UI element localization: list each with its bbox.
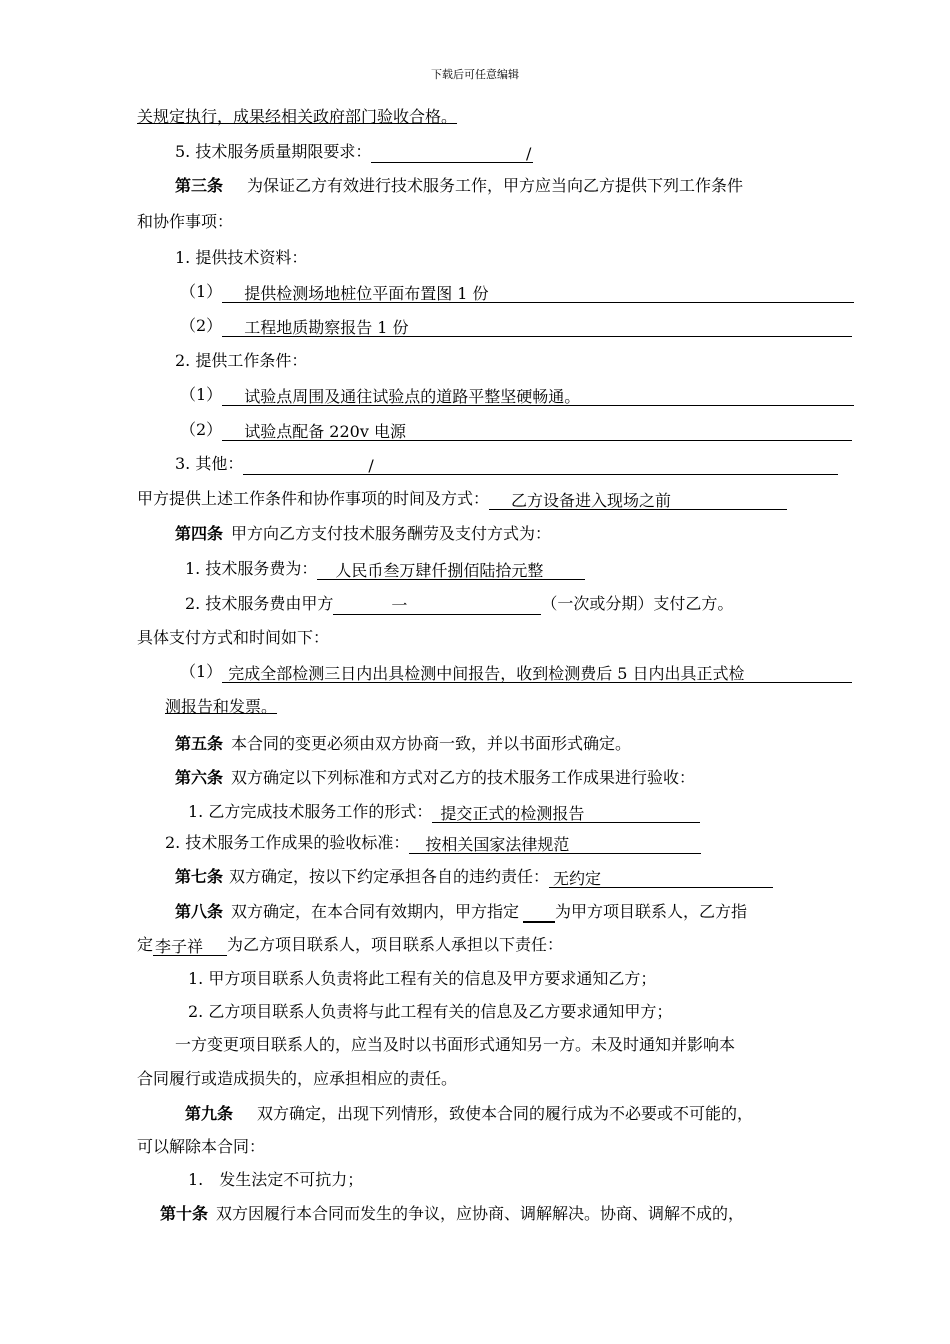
field-suffix: （一次或分期）支付乙方。 (541, 594, 734, 613)
article-4-line (175, 523, 551, 545)
article-text: 双方确定，出现下列情形，致使本合同的履行成为不必要或不可能的， (257, 1104, 754, 1123)
item-number: （2） (180, 316, 223, 335)
text-line (175, 350, 307, 372)
payment-item-1-cont (165, 696, 277, 718)
acceptance-form-line (188, 801, 700, 823)
text: 1. 提供技术资料： (175, 248, 308, 267)
text: 合同履行或造成损失的，应承担相应的责任。 (137, 1069, 458, 1088)
text-line (188, 1169, 363, 1191)
text-line (137, 1136, 265, 1158)
article-text: 为保证乙方有效进行技术服务工作，甲方应当向乙方提供下列工作条件 (247, 176, 744, 195)
field-label: 2. 技术服务费由甲方 (185, 594, 334, 613)
article-3-line (175, 175, 743, 197)
article-text: 双方确定以下列标准和方式对乙方的技术服务工作成果进行验收： (231, 768, 696, 787)
article-title: 第七条 (175, 867, 224, 886)
filled-text: 关规定执行，成果经相关政府部门验收合格。 (137, 107, 458, 126)
tech-data-field-1[interactable]: 提供检测场地桩位平面布置图 1 份 (222, 283, 854, 303)
text: 具体支付方式和时间如下： (137, 628, 330, 647)
article-title: 第三条 (175, 176, 224, 195)
tech-data-field-2[interactable]: 工程地质勘察报告 1 份 (222, 317, 852, 337)
article-text: 本合同的变更必须由双方协商一致，并以书面形式确定。 (231, 734, 632, 753)
acceptance-form-field[interactable]: 提交正式的检测报告 (432, 803, 700, 823)
party-b-contact-field[interactable]: 李子祥 (153, 936, 227, 956)
text-line (137, 211, 233, 233)
article-text: 甲方向乙方支付技术服务酬劳及支付方式为： (231, 524, 552, 543)
payment-detail-field[interactable]: 完成全部检测三日内出具检测中间报告，收到检测费后 5 日内出具正式检 (222, 663, 852, 683)
article-text: 为甲方项目联系人，乙方指 (555, 902, 748, 921)
service-fee-line (185, 558, 585, 580)
field-label: 2. 技术服务工作成果的验收标准： (165, 833, 410, 852)
article-text: 双方确定，在本合同有效期内，甲方指定 (231, 902, 520, 921)
text-line (175, 247, 307, 269)
article-8-line (175, 901, 747, 923)
article-7-line (175, 866, 773, 888)
article-title: 第九条 (185, 1104, 234, 1123)
payment-item-1 (180, 661, 852, 683)
text-line (175, 1034, 735, 1056)
field-label: 双方确定，按以下约定承担各自的违约责任： (229, 867, 550, 886)
text-line (137, 106, 457, 128)
text-line (188, 1001, 672, 1023)
text: 1. 发生法定不可抗力； (188, 1170, 364, 1189)
page-header-note: 下载后可任意编辑 (431, 68, 519, 81)
article-title: 第五条 (175, 734, 224, 753)
tech-data-item-1 (180, 281, 854, 303)
item-number: （1） (180, 662, 223, 681)
item-number: （2） (180, 420, 223, 439)
article-title: 第六条 (175, 768, 224, 787)
article-10-line (160, 1203, 744, 1225)
tech-data-item-2 (180, 315, 852, 337)
text: 和协作事项： (137, 212, 234, 231)
text: 2. 提供工作条件： (175, 351, 308, 370)
quality-period-field[interactable]: / (371, 143, 533, 163)
field-label: 甲方提供上述工作条件和协作事项的时间及方式： (137, 489, 490, 508)
service-fee-field[interactable]: 人民币叁万肆仟捌佰陆拾元整 (317, 560, 585, 580)
field-label: 5. 技术服务质量期限要求： (175, 142, 372, 161)
text-line (137, 1068, 457, 1090)
provision-time-line (137, 488, 787, 510)
field-label: 1. 技术服务费为： (185, 559, 318, 578)
work-condition-item-1 (180, 384, 854, 406)
quality-period-line (175, 141, 533, 163)
party-b-contact-line (137, 934, 563, 956)
work-condition-field-2[interactable]: 试验点配备 220v 电源 (222, 421, 852, 441)
article-9-line (185, 1103, 753, 1125)
work-condition-field-1[interactable]: 试验点周围及通往试验点的道路平整坚硬畅通。 (222, 386, 854, 406)
provision-time-field[interactable]: 乙方设备进入现场之前 (489, 490, 787, 510)
article-6-line (175, 767, 695, 789)
payment-mode-field[interactable]: 一 (333, 595, 541, 615)
article-title: 第四条 (175, 524, 224, 543)
text: 1. 甲方项目联系人负责将此工程有关的信息及甲方要求通知乙方； (188, 969, 657, 988)
field-label: 1. 乙方完成技术服务工作的形式： (188, 802, 433, 821)
item-number: （1） (180, 282, 223, 301)
filled-text: 测报告和发票。 (165, 697, 278, 716)
acceptance-standard-line (165, 832, 701, 854)
text: 一方变更项目联系人的，应当及时以书面形式通知另一方。未及时通知并影响本 (175, 1035, 736, 1054)
article-title: 第十条 (160, 1204, 209, 1223)
breach-liability-field[interactable]: 无约定 (549, 868, 773, 888)
text-line (137, 627, 329, 649)
party-a-contact-field[interactable] (523, 903, 555, 923)
acceptance-standard-field[interactable]: 按相关国家法律规范 (409, 834, 701, 854)
text: 可以解除本合同： (137, 1137, 266, 1156)
text-line (188, 968, 656, 990)
text: 为乙方项目联系人，项目联系人承担以下责任： (227, 935, 564, 954)
other-line (175, 453, 838, 475)
payment-mode-line (185, 593, 733, 615)
article-title: 第八条 (175, 902, 224, 921)
article-5-line (175, 733, 631, 755)
text: 定 (137, 935, 154, 954)
item-number: （1） (180, 385, 223, 404)
article-text: 双方因履行本合同而发生的争议，应协商、调解解决。协商、调解不成的， (216, 1204, 745, 1223)
text: 2. 乙方项目联系人负责将与此工程有关的信息及乙方要求通知甲方； (188, 1002, 673, 1021)
field-label: 3. 其他： (175, 454, 244, 473)
other-field[interactable]: / (243, 455, 838, 475)
work-condition-item-2 (180, 419, 852, 441)
